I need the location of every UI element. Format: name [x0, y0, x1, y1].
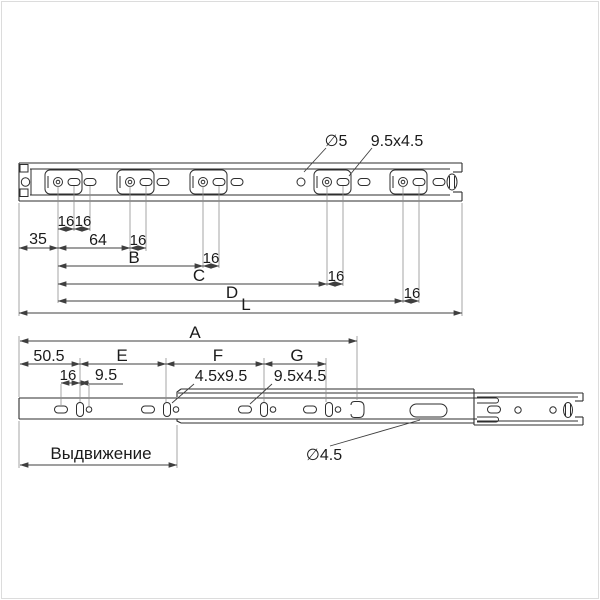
mount-bracket-4: [314, 170, 351, 194]
mount-bracket-3: [190, 170, 227, 194]
outer-member: [474, 393, 583, 425]
dim-C-label: C: [192, 266, 206, 285]
left-end-hole: [21, 178, 29, 186]
oval-slot: [157, 179, 169, 186]
leader-hole-45: [330, 420, 420, 446]
top-view: [19, 133, 462, 316]
inner-hole-group-4: [304, 403, 341, 417]
dim-16-label: 16: [327, 268, 345, 285]
callout-vslot-size: 4.5x9.5: [194, 368, 248, 385]
dim-B-label: B: [128, 248, 140, 267]
dim-35-label: 35: [29, 231, 47, 248]
leader-hslot: [250, 384, 272, 404]
dim-9-5-label: 9.5: [94, 367, 118, 384]
end-stop-rivet: [447, 174, 457, 190]
oval-slot: [433, 179, 445, 186]
dim-64-label: 64: [89, 232, 107, 249]
inner-hole-group-1: [55, 403, 92, 417]
dim-16-label: 16: [59, 367, 77, 384]
inner-member: [19, 398, 477, 419]
middle-member: [177, 389, 583, 425]
dim-D-label: D: [225, 283, 239, 302]
left-tab-notch-bottom: [20, 189, 28, 197]
outer-hole-2: [550, 407, 556, 413]
dim-A-label: A: [189, 323, 201, 342]
oval-slot: [84, 179, 96, 186]
end-stop-rivet: [564, 403, 573, 418]
left-tab-notch-top: [20, 165, 28, 173]
top-rail-holes: [45, 170, 445, 194]
latch-prong-top: [477, 398, 499, 403]
dim-E-label: E: [116, 346, 128, 365]
mount-bracket-5: [390, 170, 427, 194]
bottom-view: [19, 323, 583, 468]
oval-slot: [231, 179, 243, 186]
outer-oval-slot: [488, 406, 501, 413]
oval-slot: [358, 179, 370, 186]
mount-bracket-1: [45, 170, 82, 194]
mount-bracket-2: [117, 170, 154, 194]
leader-slot-9545: [349, 148, 372, 176]
dim-L-label: L: [241, 295, 251, 314]
dim-16-label: 16: [403, 285, 421, 302]
leader-hole-5: [304, 148, 326, 172]
middle-oblong-slot: [410, 404, 447, 417]
dim-16-label: 16: [74, 213, 92, 230]
dim-16-label: 16: [202, 250, 220, 267]
inner-hole-group-3: [239, 403, 276, 417]
outer-hole-1: [515, 407, 521, 413]
dim-F-label: F: [212, 346, 224, 365]
inner-hole-group-2: [142, 403, 179, 417]
callout-slot-size: 9.5x4.5: [370, 133, 424, 150]
extension-label: Выдвижение: [50, 444, 152, 463]
dim-50-5-label: 50.5: [33, 348, 65, 365]
callout-hslot-size: 9.5x4.5: [273, 368, 327, 385]
dim-16-label: 16: [129, 232, 147, 249]
callout-hole-diameter: ∅5: [324, 133, 348, 150]
page-frame: [2, 2, 599, 599]
top-rail-outline: [19, 163, 462, 201]
round-hole-5mm: [297, 178, 305, 186]
callout-hole-diameter: ∅4.5: [305, 447, 343, 464]
dim-16-label: 16: [57, 213, 75, 230]
rear-bracket: [351, 402, 364, 418]
dim-G-label: G: [290, 346, 304, 365]
